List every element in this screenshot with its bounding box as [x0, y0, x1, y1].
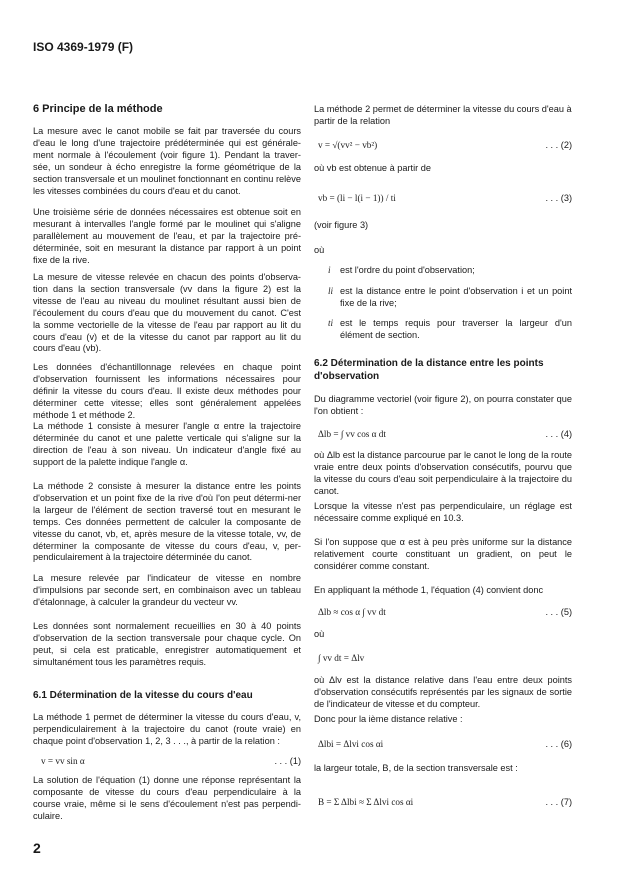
equation-7-formula: B = Σ Δlbi ≈ Σ Δlvi cos αi	[318, 797, 414, 807]
equation-6-formula: Δlbi = Δlvi cos αi	[318, 739, 384, 749]
equation-2-number: . . . (2)	[545, 140, 572, 150]
paragraph: Si l'on suppose que α est à peu près uniforme sur la distance relativement courte constituant un gradient, on peut le considérer comme constant.	[314, 537, 572, 571]
equation-2-formula: v = √(vv² − vb²)	[318, 140, 378, 150]
section-6-1-heading: 6.1 Détermination de la vitesse du cours d'eau	[33, 690, 253, 701]
equation-4-formula: Δlb = ∫ vv cos α dt	[318, 429, 386, 439]
equation-3-formula: vb = (li − l(i − 1)) / ti	[318, 193, 396, 203]
paragraph: La méthode 2 consiste à mesurer la distance entre les points d'observation et un point fixe de la rive d'où l'on peut détermi-ner la largeur de l'élément de section traversé tout en mesurant le temps. Ces données permettent de calculer la composante de vitesse du canot, vb, et, après mesure de la vitesse totale, vv, de déterminer la composante de vitesse du cours d'eau, v, per-pendiculairement à la trajectoire déterminée du canot.	[33, 481, 301, 563]
paragraph: La méthode 2 permet de déterminer la vitesse du cours d'eau à partir de la relation	[314, 104, 572, 126]
equation-5-number: . . . (5)	[545, 607, 572, 617]
document-header: ISO 4369-1979 (F)	[33, 40, 134, 54]
paragraph: (voir figure 3)	[314, 220, 369, 230]
equation-6-number: . . . (6)	[545, 739, 572, 749]
definition-symbol: li	[328, 286, 334, 296]
paragraph: où Δlb est la distance parcourue par le canot le long de la route vraie entre deux points d'observation consécutifs, pourvu que la vitesse du cours d'eau soit perpendiculaire à la trajectoire du canot.	[314, 450, 572, 496]
equation-1-number: . . . (1)	[274, 756, 301, 766]
paragraph: La méthode 1 consiste à mesurer l'angle α entre la trajectoire déterminée du canot et une palette verticale qui s'aligne sur la direction de l'eau à son niveau. Un indicateur d'angle fixé au support de la palette indique l'angle α.	[33, 421, 301, 467]
paragraph: où	[314, 629, 325, 639]
paragraph: La méthode 1 permet de déterminer la vitesse du cours d'eau, v, perpendiculairement à la trajectoire du canot (route vraie) en chaque point d'observation 1, 2, 3 . . ., à partir de la relation :	[33, 712, 301, 746]
paragraph: Les données d'échantillonnage relevées en chaque point d'observation fournissent les informations nécessaires pour définir la vitesse du cours d'eau. Il existe deux méthodes pour déterminer cette vitesse; elles sont généralement appelées méthode 1 et méthode 2.	[33, 362, 301, 420]
definition-text: est l'ordre du point d'observation;	[340, 265, 475, 275]
paragraph: la largeur totale, B, de la section transversale est :	[314, 763, 518, 773]
paragraph: où vb est obtenue à partir de	[314, 163, 431, 173]
paragraph: La mesure de vitesse relevée en chacun des points d'observa-tion dans la section transversale (vv dans la figure 2) est la vitesse de l'eau au niveau du moulinet résultant aussi bien de l'écoulement du cours d'eau que du mouvement du canot. C'est la somme vectorielle de la vitesse de l'eau par rapport au lit du cours d'eau (v) et de la vitesse du canot par rapport au lit du cours d'eau (vb).	[33, 272, 301, 354]
paragraph: où	[314, 245, 325, 255]
definition-text: est la distance entre le point d'observation i et un point fixe de la rive;	[340, 286, 572, 308]
section-6-heading: 6 Principe de la méthode	[33, 103, 163, 115]
paragraph: En appliquant la méthode 1, l'équation (4) convient donc	[314, 585, 544, 595]
paragraph: Donc pour la ième distance relative :	[314, 714, 463, 724]
definition-text: est le temps requis pour traverser la largeur d'un élément de section.	[340, 318, 572, 340]
equation-5-formula: Δlb ≈ cos α ∫ vv dt	[318, 607, 386, 617]
definition-symbol: ti	[328, 318, 334, 328]
paragraph: Les données sont normalement recueillies en 30 à 40 points d'observation de la section transversale pour chaque cycle. On peut, si cela est praticable, enregistrer automatiquement et simultanément tous les paramètres requis.	[33, 621, 301, 667]
section-6-2-heading: 6.2 Détermination de la distance entre les points d'observation	[314, 358, 544, 382]
paragraph: La mesure relevée par l'indicateur de vitesse en nombre d'impulsions par seconde sert, en combinaison avec un tableau d'étalonnage, à calculer la grandeur du vecteur vv.	[33, 573, 301, 607]
paragraph: Lorsque la vitesse n'est pas perpendiculaire, un réglage est nécessaire comme expliqué en 10.3.	[314, 501, 572, 523]
paragraph: Du diagramme vectoriel (voir figure 2), on pourra constater que l'on obtient :	[314, 394, 572, 416]
equation-1-formula: v = vv sin α	[41, 756, 85, 766]
paragraph: La solution de l'équation (1) donne une réponse représentant la composante de vitesse du cours d'eau perpendiculaire à la course vraie, même si le sens d'écoulement n'est pas perpendi-culaire.	[33, 775, 301, 821]
paragraph: où Δlv est la distance relative dans l'eau entre deux points d'observation consécutifs représentés par les signaux de sortie de l'indicateur de vitesse et du compteur.	[314, 675, 572, 709]
equation-7-number: . . . (7)	[545, 797, 572, 807]
definition-symbol: i	[328, 265, 331, 275]
equation-5b-formula: ∫ vv dt = Δlv	[318, 653, 365, 663]
page-number: 2	[33, 840, 41, 856]
paragraph: Une troisième série de données nécessaires est obtenue soit en mesurant à intervalles l'angle formé par le moulinet qui s'aligne parallèlement au mouvement de l'eau, et par la trajectoire pré-déterminée, soit en mesurant la distance par rapport à un point fixe de la rive.	[33, 207, 301, 265]
equation-3-number: . . . (3)	[545, 193, 572, 203]
paragraph: La mesure avec le canot mobile se fait par traversée du cours d'eau le long d'une trajectoire prédéterminée qui est générale-ment normale à l'écoulement (voir figure 1). Pendant la traver-sée, un sondeur à écho enregistre la forme géométrique de la section transversale et un moulinet fonctionnant en continu relève les vitesses combinées du cours d'eau et du canot.	[33, 126, 301, 196]
equation-4-number: . . . (4)	[545, 429, 572, 439]
